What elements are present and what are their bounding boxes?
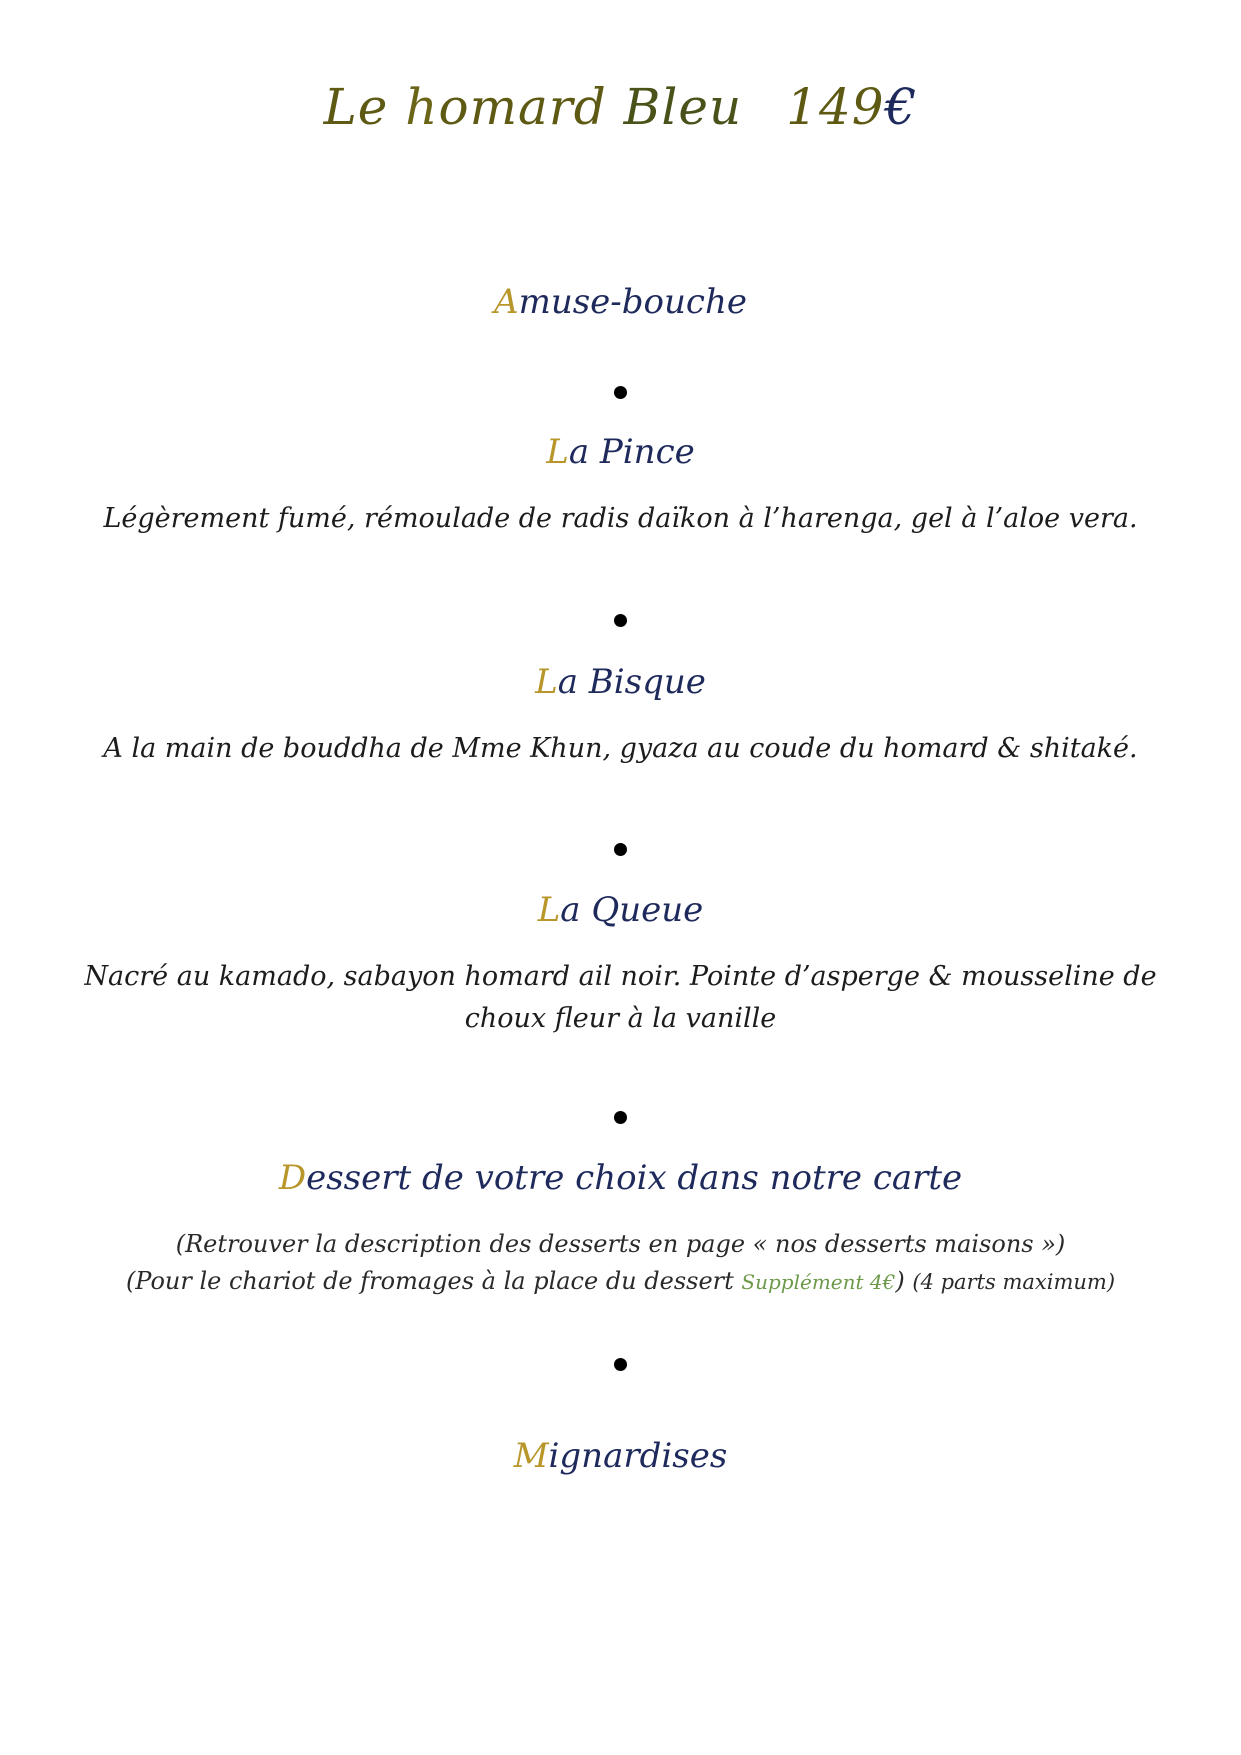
course-description-queue: Nacré au kamado, sabayon homard ail noir. Pointe d’asperge & mousseline de choux fleur à la vanille [84,961,1157,1034]
course-mignardises [0,1436,1241,1476]
course-dessert [0,1158,1241,1198]
menu-price [786,78,917,136]
course-la-bisque [0,662,1241,702]
menu-title [0,78,1241,136]
price-currency: € [884,78,918,136]
course-initial: L [546,432,569,472]
cheese-note-text: (Pour le chariot de fromages à la place du dessert [125,1267,742,1295]
cheese-max-parts: (4 parts maximum) [912,1270,1116,1294]
course-initial: L [537,890,561,930]
dessert-note-cheese [0,1267,1241,1295]
course-description-pince: Légèrement fumé, rémoulade de radis daïkon à l’harenga, gel à l’aloe vera. [103,503,1138,534]
bullet-separator [614,1358,627,1371]
course-name: essert de votre choix dans notre carte [306,1158,963,1198]
title-omard: omard [438,78,624,136]
course-name: muse-bouche [518,282,747,322]
bullet-separator [614,614,627,627]
course-name: a Queue [560,890,704,930]
course-initial: D [278,1158,307,1198]
course-initial: M [513,1436,549,1476]
course-la-queue [0,890,1241,930]
bullet-separator [614,386,627,399]
cheese-note-close: ) [895,1267,913,1295]
course-initial: L [535,662,558,702]
course-name: a Bisque [557,662,706,702]
title-le: Le [323,78,406,136]
course-amuse-bouche [0,282,1241,322]
bullet-separator [614,1111,627,1124]
price-number: 149 [786,78,885,136]
title-bleu: Bleu [623,78,743,136]
course-name: ignardises [548,1436,728,1476]
course-name: a Pince [568,432,695,472]
course-description-bisque: A la main de bouddha de Mme Khun, gyaza au coude du homard & shitaké. [103,733,1138,764]
cheese-supplement: Supplément 4€ [741,1270,896,1294]
dessert-note-description: (Retrouver la description des desserts en page « nos desserts maisons ») [175,1230,1066,1258]
course-initial: A [494,282,519,322]
course-la-pince [0,432,1241,472]
title-h: h [405,78,439,136]
bullet-separator [614,843,627,856]
